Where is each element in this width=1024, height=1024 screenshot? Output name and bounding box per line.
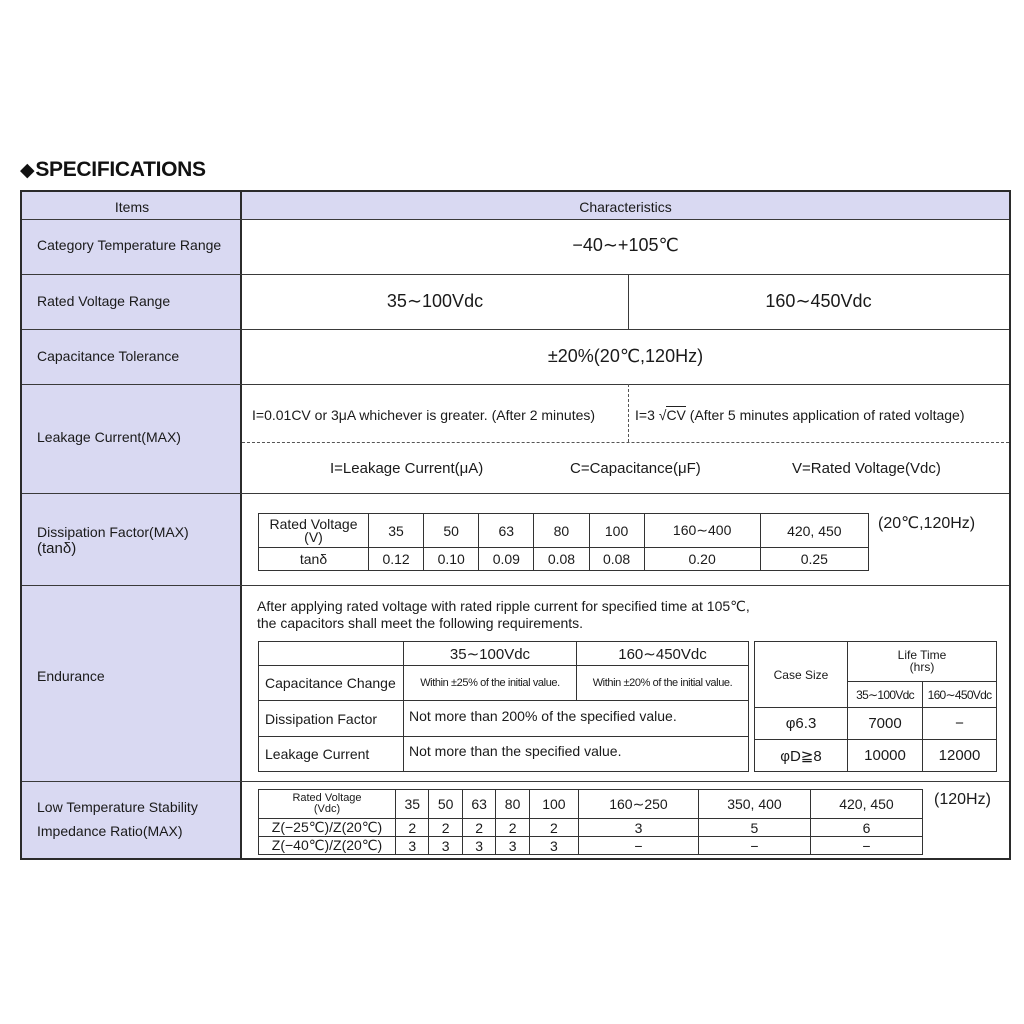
endurance-label: Endurance xyxy=(37,668,105,684)
specifications-table xyxy=(20,190,1011,860)
impedance-cell: 3 xyxy=(396,837,429,855)
category-temperature-value: −40∼+105℃ xyxy=(572,235,679,255)
leakage-current-label: Leakage Current(MAX) xyxy=(37,429,181,445)
impedance-cell: 2 xyxy=(529,819,578,837)
legend-capacitance: C=Capacitance(μF) xyxy=(570,460,701,477)
voltage-cell: 420, 450 xyxy=(810,790,922,819)
row-divider xyxy=(22,274,1009,275)
tan-delta-cell: 0.10 xyxy=(424,548,479,571)
leakage-formula-high: I=3 √CV (After 5 minutes application of rated voltage) xyxy=(635,407,965,423)
low-temp-label-1: Low Temperature Stability xyxy=(37,799,198,815)
life-col-low: 35∼100Vdc xyxy=(848,682,923,708)
cap-change-low: Within ±25% of the initial value. xyxy=(404,666,577,701)
case-size-cell: φ6.3 xyxy=(755,708,848,740)
leakage-dashed-divider xyxy=(628,384,629,442)
row-divider xyxy=(22,219,1009,220)
voltage-cell: 80 xyxy=(496,790,529,819)
impedance-row-label: Z(−40℃)/Z(20℃) xyxy=(259,837,396,855)
voltage-cell: 63 xyxy=(479,514,534,548)
impedance-cell: 3 xyxy=(429,837,462,855)
dissipation-condition: (20℃,120Hz) xyxy=(878,515,976,532)
tan-delta-label: tanδ xyxy=(259,548,369,571)
impedance-row-label: Z(−25℃)/Z(20℃) xyxy=(259,819,396,837)
life-low-cell: 10000 xyxy=(848,740,923,772)
row-divider xyxy=(22,384,1009,385)
capacitance-tolerance-value: ±20%(20℃,120Hz) xyxy=(547,346,704,366)
impedance-cell: 2 xyxy=(496,819,529,837)
table-row xyxy=(755,740,997,772)
items-header: Items xyxy=(114,199,150,215)
row-divider xyxy=(22,585,1009,586)
impedance-cell: 6 xyxy=(810,819,922,837)
tan-delta-cell: 0.09 xyxy=(479,548,534,571)
case-size-header: Case Size xyxy=(755,642,848,708)
lc-label: Leakage Current xyxy=(259,737,404,772)
cap-change-high: Within ±20% of the initial value. xyxy=(577,666,749,701)
characteristics-header: Characteristics xyxy=(579,199,672,215)
tan-delta-cell: 0.25 xyxy=(760,548,868,571)
tan-delta-cell: 0.12 xyxy=(369,548,424,571)
table-row xyxy=(755,708,997,740)
rated-voltage-high: 160∼450Vdc xyxy=(765,291,872,311)
df-label: Dissipation Factor xyxy=(259,701,404,737)
leakage-dashed-rule xyxy=(242,442,1009,443)
rated-voltage-header: Rated Voltage (V) xyxy=(259,514,369,548)
capacitance-tolerance-label: Capacitance Tolerance xyxy=(37,348,180,364)
voltage-cell: 350, 400 xyxy=(698,790,810,819)
dissipation-factor-label: Dissipation Factor(MAX) xyxy=(37,524,189,540)
endurance-description-1: After applying rated voltage with rated ripple current for specified time at 105℃, xyxy=(257,598,750,614)
row-divider xyxy=(22,781,1009,782)
lc-value: Not more than the specified value. xyxy=(404,737,749,772)
row-divider xyxy=(22,493,1009,494)
legend-leakage: I=Leakage Current(μA) xyxy=(330,460,484,477)
table-row xyxy=(259,837,923,855)
voltage-cell: 80 xyxy=(534,514,589,548)
impedance-ratio-table xyxy=(258,789,923,855)
voltage-cell: 63 xyxy=(462,790,495,819)
endurance-col-low: 35∼100Vdc xyxy=(404,642,577,666)
tan-delta-cell: 0.20 xyxy=(644,548,760,571)
voltage-cell: 35 xyxy=(369,514,424,548)
impedance-cell: 2 xyxy=(462,819,495,837)
life-time-table xyxy=(754,641,997,772)
case-size-cell: φD≧8 xyxy=(755,740,848,772)
voltage-cell: 50 xyxy=(429,790,462,819)
impedance-cell: − xyxy=(698,837,810,855)
impedance-cell: 2 xyxy=(429,819,462,837)
life-time-header: Life Time (hrs) xyxy=(848,642,997,682)
impedance-rated-voltage-header: Rated Voltage (Vdc) xyxy=(259,790,396,819)
voltage-cell: 100 xyxy=(529,790,578,819)
tan-delta-cell: 0.08 xyxy=(589,548,644,571)
life-high-cell: − xyxy=(923,708,997,740)
rated-voltage-range-label: Rated Voltage Range xyxy=(37,293,171,309)
dissipation-table xyxy=(258,513,869,571)
voltage-cell: 35 xyxy=(396,790,429,819)
endurance-description-2: the capacitors shall meet the following requirements. xyxy=(257,615,584,631)
impedance-cell: 2 xyxy=(396,819,429,837)
life-high-cell: 12000 xyxy=(923,740,997,772)
impedance-cell: 5 xyxy=(698,819,810,837)
dissipation-factor-sublabel: (tanδ) xyxy=(37,540,77,557)
impedance-cell: 3 xyxy=(462,837,495,855)
sqrt-icon: √ xyxy=(658,407,667,423)
impedance-cell: 3 xyxy=(496,837,529,855)
leakage-formula-low: I=0.01CV or 3μA whichever is greater. (After 2 minutes) xyxy=(252,407,596,423)
impedance-cell: − xyxy=(578,837,698,855)
df-value: Not more than 200% of the specified value. xyxy=(404,701,749,737)
life-col-high: 160∼450Vdc xyxy=(923,682,997,708)
table-row xyxy=(259,790,923,819)
endurance-col-high: 160∼450Vdc xyxy=(577,642,749,666)
page-title: ◆SPECIFICATIONS xyxy=(20,158,206,181)
impedance-cell: − xyxy=(810,837,922,855)
table-row xyxy=(259,642,749,666)
table-row xyxy=(259,514,869,548)
voltage-cell: 160∼250 xyxy=(578,790,698,819)
impedance-cell: 3 xyxy=(529,837,578,855)
impedance-cell: 3 xyxy=(578,819,698,837)
table-row xyxy=(259,548,869,571)
impedance-condition: (120Hz) xyxy=(934,791,991,808)
voltage-cell: 160∼400 xyxy=(644,514,760,548)
row-divider xyxy=(22,329,1009,330)
life-low-cell: 7000 xyxy=(848,708,923,740)
voltage-cell: 420, 450 xyxy=(760,514,868,548)
table-row xyxy=(259,737,749,772)
low-temp-label-2: Impedance Ratio(MAX) xyxy=(37,823,183,839)
endurance-requirements-table xyxy=(258,641,749,772)
voltage-cell: 100 xyxy=(589,514,644,548)
table-row xyxy=(259,701,749,737)
table-row xyxy=(259,666,749,701)
cap-change-label: Capacitance Change xyxy=(259,666,404,701)
voltage-cell: 50 xyxy=(424,514,479,548)
table-row xyxy=(755,642,997,682)
rated-voltage-low: 35∼100Vdc xyxy=(386,291,484,311)
table-row xyxy=(259,819,923,837)
category-temperature-label: Category Temperature Range xyxy=(37,237,222,253)
legend-voltage: V=Rated Voltage(Vdc) xyxy=(792,460,941,477)
diamond-bullet-icon: ◆ xyxy=(20,160,35,181)
tan-delta-cell: 0.08 xyxy=(534,548,589,571)
